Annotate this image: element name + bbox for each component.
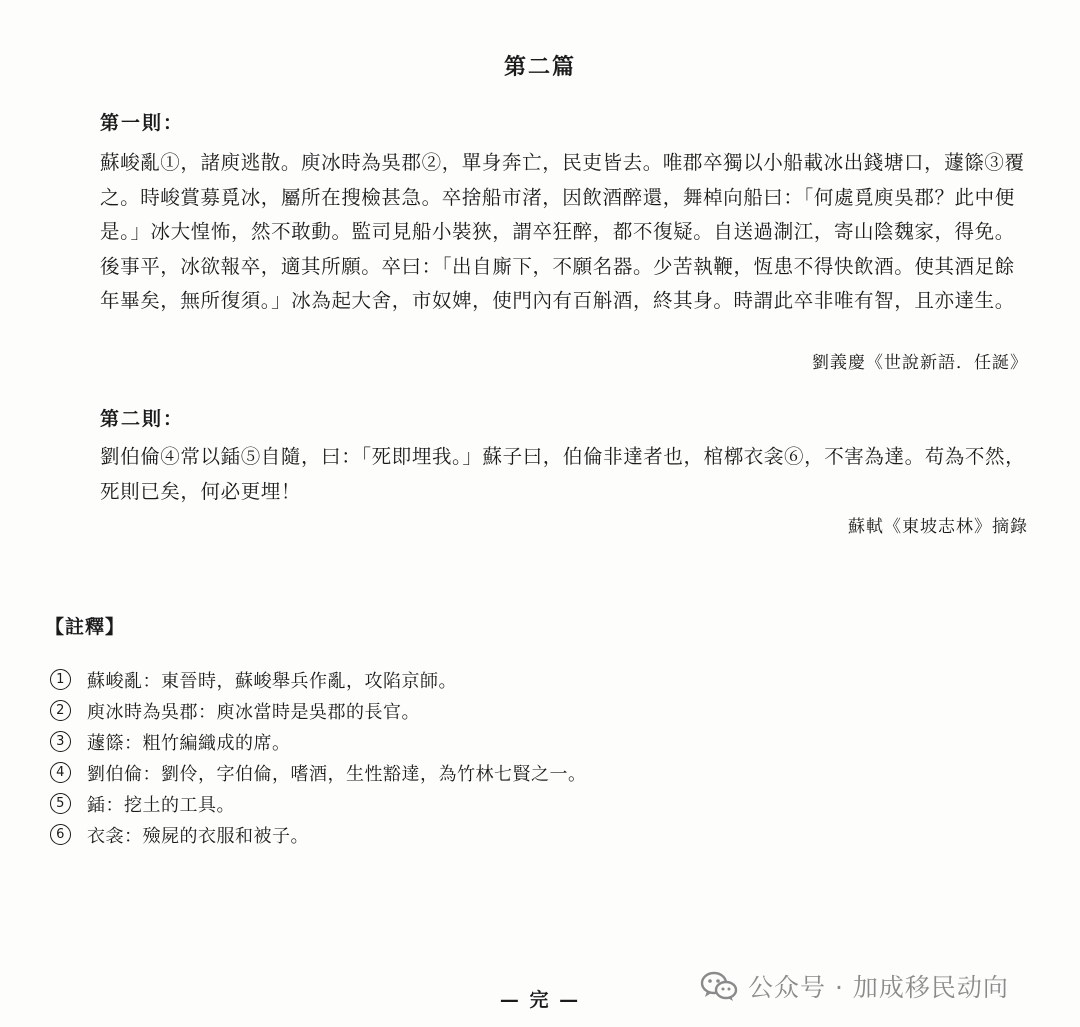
note-text: 蘧篨：粗竹編織成的席。 [87,732,291,754]
note-item [50,788,587,819]
note-item [50,819,587,850]
note-text: 衣衾：殮屍的衣服和被子。 [87,825,309,847]
notes-list [50,664,587,850]
part1-source: 劉義慶《世說新語．任誕》 [812,353,1028,373]
note-item [50,664,587,695]
part2-label: 第二則： [100,408,185,430]
note-text: 庾冰時為吳郡：庾冰當時是吳郡的長官。 [87,701,420,723]
note-number: 3 [50,731,71,752]
notes-heading: 【註釋】 [45,616,126,638]
part1-label: 第一則： [100,112,185,134]
part1-passage: 蘇峻亂①，諸庾逃散。庾冰時為吳郡②，單身奔亡，民吏皆去。唯郡卒獨以小船載冰出錢塘口，蘧篨③覆之。時峻賞募覓冰，屬所在搜檢甚急。卒捨船市渚，因飲酒醉還，舞棹向船曰：「何處覓庾吳郡？此中便是。」冰大惶怖，然不敢動。監司見船小裝狹，謂卒狂醉，都不復疑。自送過淛江，寄山陰魏家，得免。後事平，冰欲報卒，適其所願。卒曰：「出自廝下，不願名器。少苦執鞭，恆患不得快飲酒。使其酒足餘年畢矣，無所復須。」冰為起大舍，市奴婢，使門內有百斛酒，終其身。時謂此卒非唯有智，且亦達生。 [100,151,1025,312]
note-number: 5 [50,793,71,814]
note-item [50,726,587,757]
part2-source: 蘇軾《東坡志林》摘錄 [848,517,1028,537]
watermark [700,968,1009,1004]
note-text: 鍤：挖土的工具。 [87,794,235,816]
note-item [50,757,587,788]
note-text: 劉伯倫：劉伶，字伯倫，嗜酒，生性豁達，為竹林七賢之一。 [87,763,587,785]
note-text: 蘇峻亂：東晉時，蘇峻舉兵作亂，攻陷京師。 [87,670,457,692]
note-number: 6 [50,824,71,845]
wechat-icon [700,970,738,1002]
note-number: 4 [50,762,71,783]
note-number: 1 [50,669,71,690]
note-number: 2 [50,700,71,721]
part2-passage: 劉伯倫④常以鍤⑤自隨，曰：「死即埋我。」蘇子曰，伯倫非達者也，棺槨衣衾⑥，不害為達。苟為不然，死則已矣，何必更埋！ [100,445,1026,503]
watermark-text: 公众号 · 加成移民动向 [748,973,1009,1002]
page-title: 第二篇 [503,54,576,80]
end-mark: — 完 — [499,989,581,1011]
note-item [50,695,587,726]
